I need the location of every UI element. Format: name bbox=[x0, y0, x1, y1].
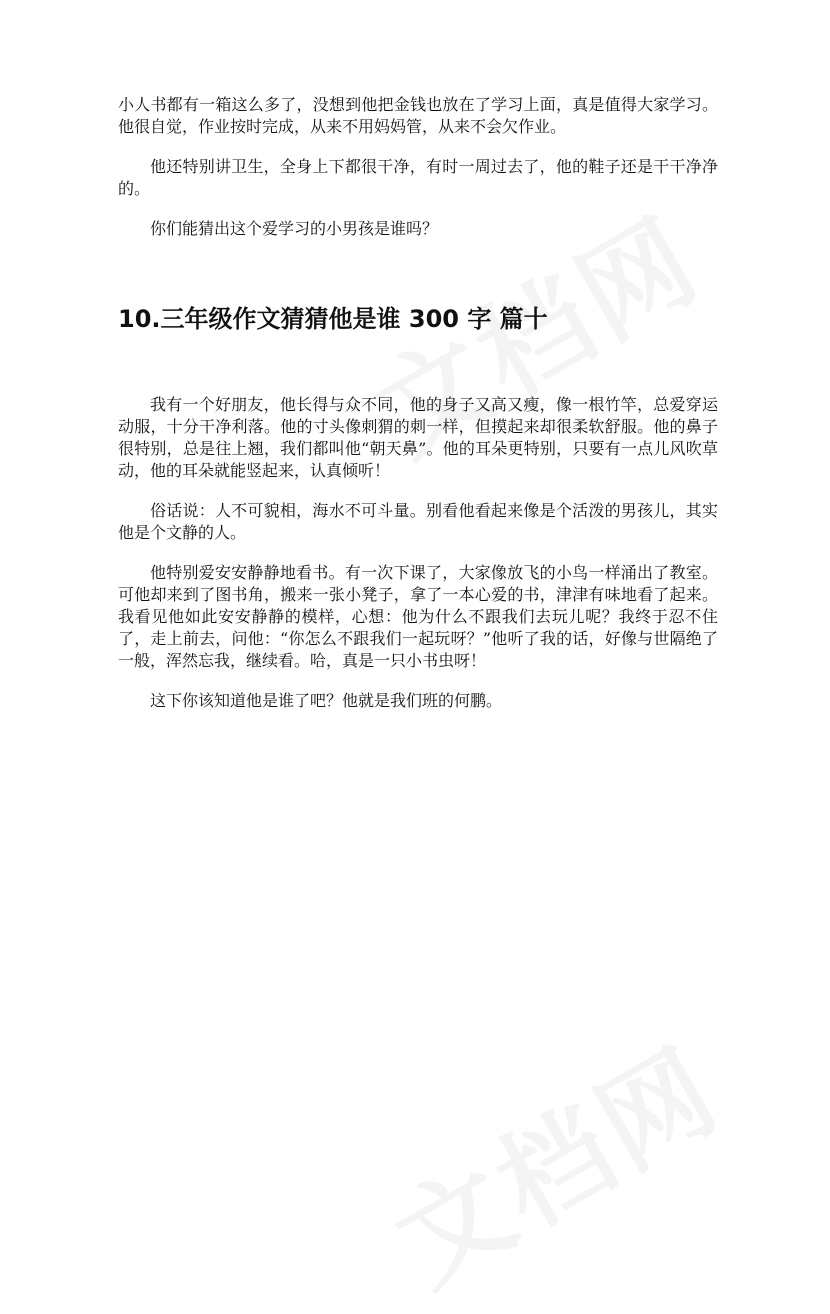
section-paragraph-4: 这下你该知道他是谁了吧？他就是我们班的何鹏。 bbox=[150, 691, 503, 710]
section-paragraph-3: 他特别爱安安静静地看书。有一次下课了，大家像放飞的小鸟一样涌出了教室。可他却来到了图书角，搬来一张小凳子，拿了一本心爱的书，津津有味地看了起来。我看见他如此安安静静的模样，心想：他为什么不跟我们去玩儿呢？我终于忍不住了，走上前去，问他：“你怎么不跟我们一起玩呀？”他听了我的话，好像与世隔绝了一般，浑然忘我，继续看。哈，真是一只小书虫呀！ bbox=[118, 563, 718, 670]
section-heading: 10.三年级作文猜猜他是谁 300 字 篇十 bbox=[118, 305, 548, 333]
paragraph-prev-3: 你们能猜出这个爱学习的小男孩是谁吗？ bbox=[150, 219, 439, 238]
document-page bbox=[118, 94, 718, 712]
section-paragraph-1: 我有一个好朋友，他长得与众不同，他的身子又高又瘦，像一根竹竿，总爱穿运动服，十分干净利落。他的寸头像刺猬的刺一样，但摸起来却很柔软舒服。他的鼻子很特别，总是往上翘，我们都叫他“朝天鼻”。他的耳朵更特别，只要有一点儿风吹草动，他的耳朵就能竖起来，认真倾听！ bbox=[118, 395, 718, 480]
watermark-bottom bbox=[364, 1004, 744, 1314]
paragraph-prev-2: 他还特别讲卫生，全身上下都很干净，有时一周过去了，他的鞋子还是干干净净的。 bbox=[118, 157, 718, 198]
section-paragraph-2: 俗话说：人不可貌相，海水不可斗量。别看他看起来像是个活泼的男孩儿，其实他是个文静的人。 bbox=[118, 501, 718, 542]
paragraph-prev-1: 小人书都有一箱这么多了，没想到他把金钱也放在了学习上面，真是值得大家学习。他很自觉，作业按时完成，从来不用妈妈管，从来不会欠作业。 bbox=[118, 95, 718, 136]
